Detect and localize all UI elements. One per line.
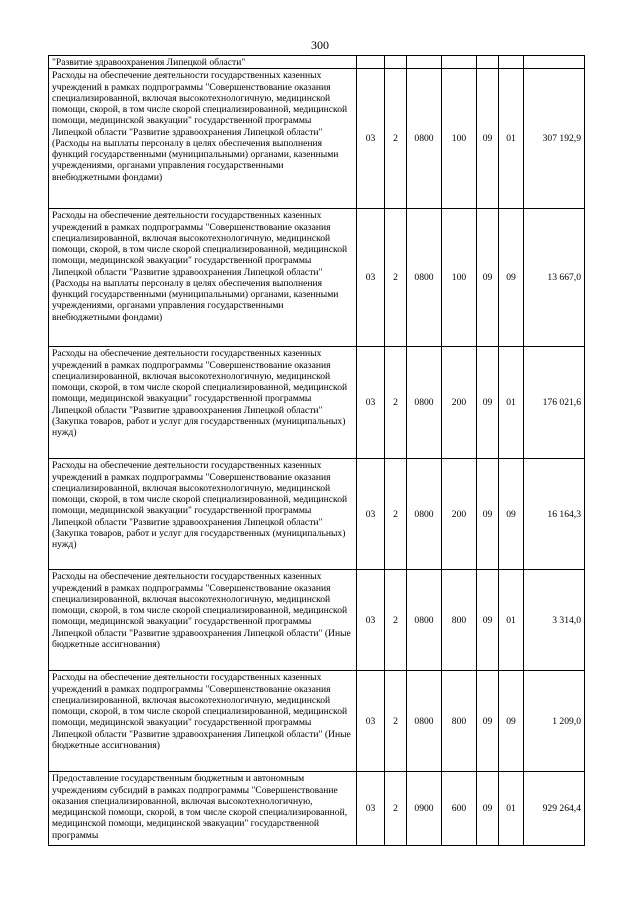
cell-code-c: 0800: [407, 69, 442, 209]
row-description: Расходы на обеспечение деятельности государственных казенных учреждений в рамках подпрограммы "Совершенствование оказания специализированной, включая высокотехнологичную, медицинской помощи, скорой, в том числе скорой специализированной, медицинской помощи, медицинской эвакуации" государственной программы Липецкой области "Развитие здравоохранения Липецкой области" (Расходы на выплаты персоналу в целях обеспечения выполнения функций государственными (муниципальными) органами, казенными учреждениями, органами управления государственными внебюджетными фондами): [49, 209, 357, 347]
cell-amount: 929 264,4: [524, 772, 585, 846]
cell-code-b: 2: [385, 209, 407, 347]
table-row: [49, 671, 585, 772]
cell-code-f: 09: [499, 459, 524, 570]
cell-code-b: [385, 56, 407, 69]
table-row: [49, 459, 585, 570]
cell-code-b: 2: [385, 347, 407, 459]
cell-code-b: 2: [385, 459, 407, 570]
table-row: [49, 69, 585, 209]
cell-amount: 176 021,6: [524, 347, 585, 459]
cell-code-f: 01: [499, 347, 524, 459]
cell-amount: 1 209,0: [524, 671, 585, 772]
cell-code-b: 2: [385, 570, 407, 671]
cell-code-e: 09: [477, 347, 499, 459]
row-description: Предоставление государственным бюджетным и автономным учреждениям субсидий в рамках подпрограммы "Совершенствование оказания специализированной, включая высокотехнологичную, медицинской помощи, скорой, в том числе скорой специализированной, медицинской помощи, медицинской эвакуации" государственной программы: [49, 772, 357, 846]
cell-code-d: [442, 56, 477, 69]
cell-code-a: 03: [357, 671, 385, 772]
table-row: [49, 772, 585, 846]
cell-code-d: 100: [442, 69, 477, 209]
table-row: [49, 56, 585, 69]
cell-code-e: 09: [477, 69, 499, 209]
cell-amount: [524, 56, 585, 69]
cell-code-a: 03: [357, 209, 385, 347]
cell-code-e: 09: [477, 772, 499, 846]
cell-code-e: [477, 56, 499, 69]
cell-code-c: 0800: [407, 459, 442, 570]
cell-amount: 16 164,3: [524, 459, 585, 570]
row-description: Расходы на обеспечение деятельности государственных казенных учреждений в рамках подпрограммы "Совершенствование оказания специализированной, включая высокотехнологичную, медицинской помощи, скорой, в том числе скорой специализированной, медицинской помощи, медицинской эвакуации" государственной программы Липецкой области "Развитие здравоохранения Липецкой области" (Иные бюджетные ассигнования): [49, 570, 357, 671]
cell-amount: 13 667,0: [524, 209, 585, 347]
page-number: 300: [311, 38, 329, 52]
cell-code-c: 0800: [407, 347, 442, 459]
cell-code-e: 09: [477, 671, 499, 772]
cell-amount: 3 314,0: [524, 570, 585, 671]
table-row: [49, 209, 585, 347]
cell-code-a: 03: [357, 459, 385, 570]
cell-code-b: 2: [385, 69, 407, 209]
cell-code-f: 01: [499, 772, 524, 846]
cell-code-d: 800: [442, 570, 477, 671]
cell-code-a: 03: [357, 772, 385, 846]
row-description: Расходы на обеспечение деятельности государственных казенных учреждений в рамках подпрограммы "Совершенствование оказания специализированной, включая высокотехнологичную, медицинской помощи, скорой, в том числе скорой специализированной, медицинской помощи, медицинской эвакуации" государственной программы Липецкой области "Развитие здравоохранения Липецкой области" (Расходы на выплаты персоналу в целях обеспечения выполнения функций государственными (муниципальными) органами, казенными учреждениями, органами управления государственными внебюджетными фондами): [49, 69, 357, 209]
cell-amount: 307 192,9: [524, 69, 585, 209]
cell-code-e: 09: [477, 570, 499, 671]
cell-code-a: 03: [357, 347, 385, 459]
cell-code-f: 09: [499, 209, 524, 347]
cell-code-b: 2: [385, 772, 407, 846]
cell-code-c: 0900: [407, 772, 442, 846]
cell-code-f: 01: [499, 570, 524, 671]
row-description: Расходы на обеспечение деятельности государственных казенных учреждений в рамках подпрограммы "Совершенствование оказания специализированной, включая высокотехнологичную, медицинской помощи, скорой, в том числе скорой специализированной, медицинской помощи, медицинской эвакуации" государственной программы Липецкой области "Развитие здравоохранения Липецкой области" (Закупка товаров, работ и услуг для государственных (муниципальных) нужд): [49, 347, 357, 459]
row-description: "Развитие здравоохранения Липецкой области": [49, 56, 357, 69]
cell-code-b: 2: [385, 671, 407, 772]
cell-code-a: 03: [357, 69, 385, 209]
cell-code-f: 01: [499, 69, 524, 209]
table-row: [49, 347, 585, 459]
budget-table: [48, 55, 585, 846]
cell-code-d: 600: [442, 772, 477, 846]
row-description: Расходы на обеспечение деятельности государственных казенных учреждений в рамках подпрограммы "Совершенствование оказания специализированной, включая высокотехнологичную, медицинской помощи, скорой, в том числе скорой специализированной, медицинской помощи, медицинской эвакуации" государственной программы Липецкой области "Развитие здравоохранения Липецкой области" (Закупка товаров, работ и услуг для государственных (муниципальных) нужд): [49, 459, 357, 570]
cell-code-c: 0800: [407, 209, 442, 347]
cell-code-e: 09: [477, 209, 499, 347]
cell-code-f: 09: [499, 671, 524, 772]
cell-code-d: 800: [442, 671, 477, 772]
cell-code-d: 200: [442, 459, 477, 570]
cell-code-d: 200: [442, 347, 477, 459]
row-description: Расходы на обеспечение деятельности государственных казенных учреждений в рамках подпрограммы "Совершенствование оказания специализированной, включая высокотехнологичную, медицинской помощи, скорой, в том числе скорой специализированной, медицинской помощи, медицинской эвакуации" государственной программы Липецкой области "Развитие здравоохранения Липецкой области" (Иные бюджетные ассигнования): [49, 671, 357, 772]
table-row: [49, 570, 585, 671]
cell-code-f: [499, 56, 524, 69]
cell-code-c: [407, 56, 442, 69]
cell-code-c: 0800: [407, 671, 442, 772]
cell-code-d: 100: [442, 209, 477, 347]
cell-code-a: [357, 56, 385, 69]
cell-code-e: 09: [477, 459, 499, 570]
cell-code-a: 03: [357, 570, 385, 671]
cell-code-c: 0800: [407, 570, 442, 671]
